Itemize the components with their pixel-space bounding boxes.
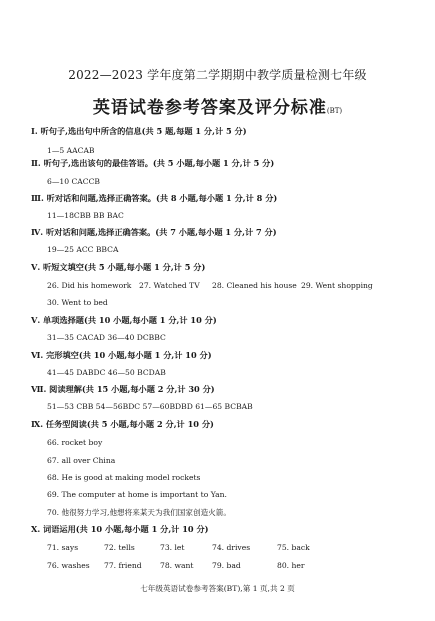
task-answer-69: 69. The computer at home is important to Yan. [47, 490, 227, 499]
section-answer-1: 1—5 AACAB [47, 146, 95, 155]
word-answer-79: 79. bad [212, 561, 241, 570]
section-answer-4: 19—25 ACC BBCA [47, 245, 119, 254]
section-answer-6: 31—35 CACAD 36—40 DCBBC [47, 333, 166, 342]
section-answer-2: 6—10 CACCB [47, 177, 100, 186]
section-heading-1: Ⅰ. 听句子,选出句中所含的信息(共 5 题,每题 1 分,计 5 分) [31, 126, 247, 136]
word-answer-74: 74. drives [212, 543, 251, 552]
word-answer-72: 72. tells [104, 543, 135, 552]
section-heading-10: Ⅹ. 词语运用(共 10 小题,每小题 1 分,计 10 分) [31, 524, 209, 534]
blank-answer-27: 27. Watched TV [139, 281, 200, 290]
blank-answer-28: 28. Cleaned his house [212, 281, 297, 290]
task-answer-67: 67. all over China [47, 456, 116, 465]
title-suffix: (BT) [326, 107, 343, 115]
blank-answer-29: 29. Went shopping [301, 281, 373, 290]
task-answer-66: 66. rocket boy [47, 438, 103, 447]
word-answer-78: 78. want [160, 561, 194, 570]
section-heading-6: Ⅴ. 单项选择题(共 10 小题,每小题 1 分,计 10 分) [31, 315, 217, 325]
section-answer-7: 41—45 DABDC 46—50 BCDAB [47, 368, 166, 377]
word-answer-71: 71. says [47, 543, 79, 552]
section-heading-4: Ⅳ. 听对话和问题,选择正确答案。(共 7 小题,每小题 1 分,计 7 分) [31, 227, 277, 237]
word-answer-76: 76. washes [47, 561, 90, 570]
blank-answer-26: 26. Did his homework [47, 281, 132, 290]
section-heading-2: Ⅱ. 听句子,选出该句的最佳答语。(共 5 小题,每小题 1 分,计 5 分) [31, 158, 275, 168]
task-answer-70: 70. 他很努力学习,他想将来某天为我们国家创造火箭。 [47, 508, 231, 517]
section-heading-3: Ⅲ. 听对话和问题,选择正确答案。(共 8 小题,每小题 1 分,计 8 分) [31, 193, 278, 203]
section-heading-8: Ⅶ. 阅读理解(共 15 小题,每小题 2 分,计 30 分) [31, 384, 215, 394]
exam-year-title: 2022—2023 学年度第二学期期中教学质量检测七年级 [68, 68, 367, 82]
section-answer-8: 51—53 CBB 54—56BDC 57—60BDBD 61—65 BCBAB [47, 402, 253, 411]
page-title [0, 93, 435, 118]
word-answer-80: 80. her [277, 561, 305, 570]
section-answer-3: 11—18CBB BB BAC [47, 211, 124, 220]
word-answer-77: 77. friend [104, 561, 142, 570]
page-footer: 七年级英语试卷参考答案(BT),第 1 页,共 2 页 [140, 584, 295, 593]
blank-answer-30: 30. Went to bed [47, 298, 108, 307]
section-heading-5: Ⅴ. 听短文填空(共 5 小题,每小题 1 分,计 5 分) [31, 262, 206, 272]
section-heading-9: Ⅸ. 任务型阅读(共 5 小题,每小题 2 分,计 10 分) [31, 419, 214, 429]
section-heading-7: Ⅵ. 完形填空(共 10 小题,每小题 1 分,计 10 分) [31, 350, 212, 360]
task-answer-68: 68. He is good at making model rockets [47, 473, 201, 482]
title-text: 英语试卷参考答案及评分标准 [92, 98, 327, 118]
word-answer-73: 73. let [160, 543, 185, 552]
word-answer-75: 75. back [277, 543, 310, 552]
